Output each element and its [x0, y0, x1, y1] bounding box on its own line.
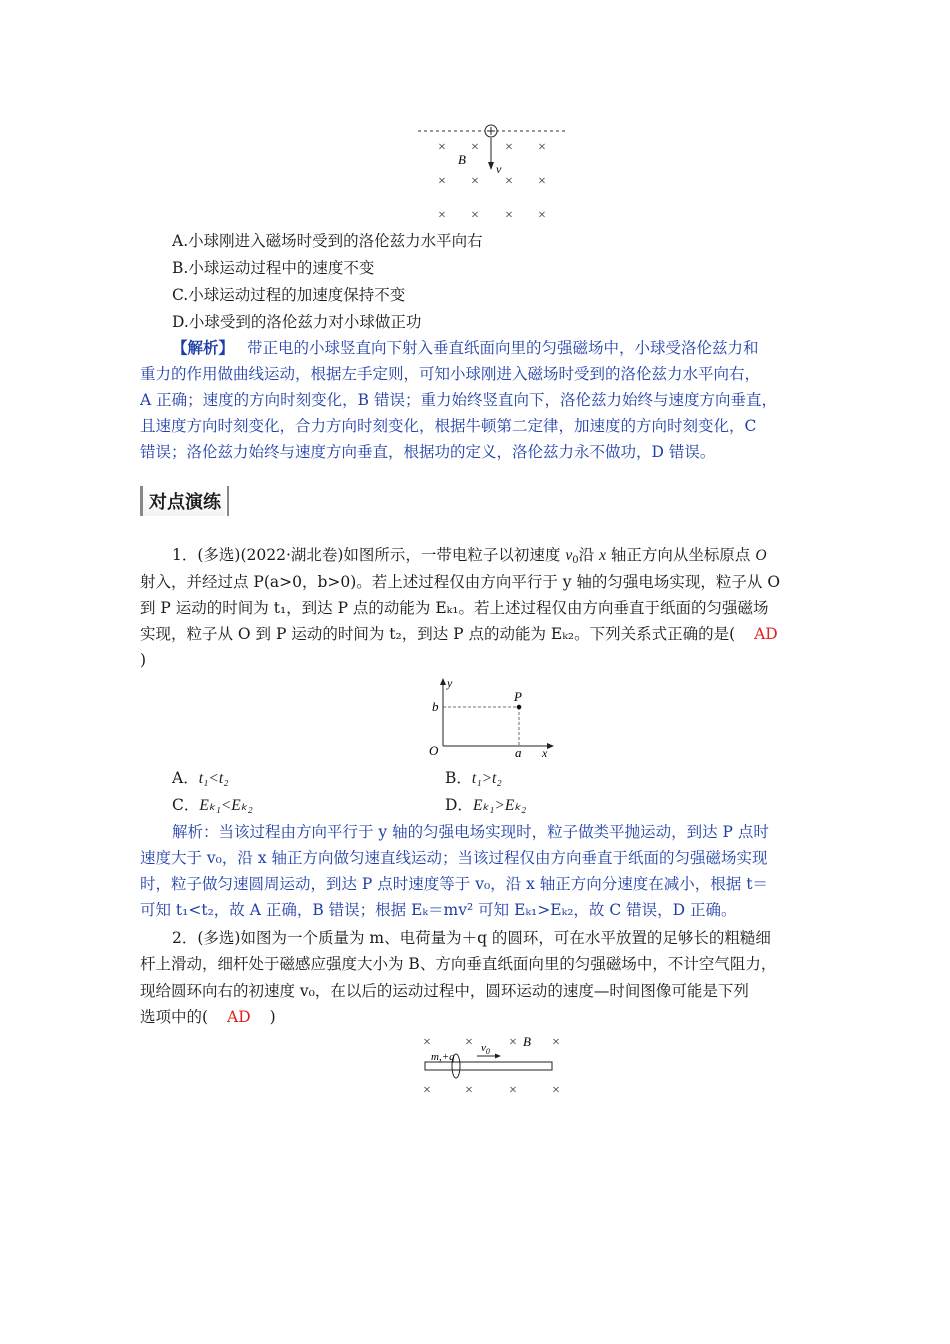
- analysis-label: 【解析】: [172, 338, 235, 357]
- svg-text:×: ×: [471, 174, 479, 189]
- svg-text:×: ×: [509, 1035, 517, 1050]
- analysis-line-5: 错误；洛伦兹力始终与速度方向垂直，根据功的定义，洛伦兹力永不做功，D 错误。: [140, 443, 716, 461]
- q1-analysis-line-4: 可知 t₁<t₂，故 A 正确，B 错误；根据 Eₖ＝mv² 可知 Eₖ₁>Eₖ₂，故 C 错误，D 正确。: [140, 901, 737, 919]
- svg-text:×: ×: [505, 140, 513, 155]
- point-label-P: P: [514, 689, 522, 704]
- option-b: B.小球运动过程中的速度不变: [172, 259, 375, 277]
- q2-line-4: 选项中的(: [140, 1008, 209, 1026]
- svg-text:×: ×: [552, 1083, 560, 1098]
- velocity-label-v: v: [496, 162, 502, 176]
- figure-magnetic-field-ball: [410, 120, 580, 225]
- svg-text:×: ×: [538, 140, 546, 155]
- svg-text:×: ×: [471, 140, 479, 155]
- option-a: A.小球刚进入磁场时受到的洛伦兹力水平向右: [172, 232, 483, 250]
- option-d: D.小球受到的洛伦兹力对小球做正功: [172, 313, 422, 331]
- q1-analysis-line-1: 解析：当该过程由方向平行于 y 轴的匀强电场实现时，粒子做类平抛运动，到达 P 点时: [172, 823, 769, 841]
- origin-label-O: O: [429, 743, 439, 758]
- section-heading: 对点演练: [140, 486, 225, 516]
- figure-coordinate-p: [425, 676, 560, 760]
- tick-label-a: a: [515, 745, 522, 760]
- analysis-line-3: A 正确；速度的方向时刻变化，B 错误；重力始终竖直向下，洛伦兹力始终与速度方向垂直，: [140, 391, 777, 409]
- q1-line-4: 实现，粒子从 O 到 P 运动的时间为 t₂，到达 P 点的动能为 Eₖ₂。下列关系式正确的是(: [140, 625, 736, 643]
- q1-option-b: B．t₁>t₂: [445, 769, 502, 787]
- svg-text:×: ×: [552, 1035, 560, 1050]
- field-label-B: B: [458, 152, 466, 167]
- analysis-line-2: 重力的作用做曲线运动，根据左手定则，可知小球刚进入磁场时受到的洛伦兹力水平向右，: [140, 365, 761, 383]
- velocity-label-v0: $v_0$: [481, 1042, 490, 1056]
- option-c: C.小球运动过程的加速度保持不变: [172, 286, 406, 304]
- q1-line-3: 到 P 运动的时间为 t₁，到达 P 点的动能为 Eₖ₁。若上述过程仅由方向垂直于纸面的匀强磁场: [140, 599, 769, 617]
- q2-line-1: 2．(多选)如图为一个质量为 m、电荷量为＋q 的圆环，可在水平放置的足够长的粗糙细: [172, 929, 771, 947]
- q1-analysis-line-3: 时，粒子做匀速圆周运动，到达 P 点时速度等于 v₀，沿 x 轴正方向分速度在减小，根据 t＝: [140, 875, 768, 893]
- q2-line-2: 杆上滑动，细杆处于磁感应强度大小为 B、方向垂直纸面向里的匀强磁场中，不计空气阻力，: [140, 955, 777, 973]
- field-label-B: B: [523, 1034, 531, 1049]
- q2-close-paren: ): [269, 1008, 276, 1026]
- svg-text:×: ×: [438, 140, 446, 155]
- analysis-line-4: 且速度方向时刻变化，合力方向时刻变化，根据牛顿第二定律，加速度的方向时刻变化，C: [140, 417, 757, 435]
- svg-text:×: ×: [423, 1083, 431, 1098]
- q1-option-c: C．Eₖ₁<Eₖ₂: [172, 796, 253, 814]
- svg-text:×: ×: [505, 208, 513, 223]
- svg-text:×: ×: [505, 174, 513, 189]
- q2-answer: AD: [227, 1008, 251, 1026]
- svg-text:×: ×: [465, 1035, 473, 1050]
- svg-text:×: ×: [538, 208, 546, 223]
- svg-text:×: ×: [423, 1035, 431, 1050]
- tick-label-b: b: [432, 699, 439, 714]
- ring-label-mq: m,+q: [431, 1051, 455, 1063]
- q1-option-d: D．Eₖ₁>Eₖ₂: [445, 796, 527, 814]
- svg-text:×: ×: [438, 208, 446, 223]
- svg-text:×: ×: [438, 174, 446, 189]
- q1-close-paren: ): [140, 651, 147, 669]
- figure-ring-on-rod: [415, 1030, 575, 1098]
- analysis-line-1: 带正电的小球竖直向下射入垂直纸面向里的匀强磁场中，小球受洛伦兹力和: [246, 339, 759, 357]
- svg-text:×: ×: [471, 208, 479, 223]
- q2-line-3: 现给圆环向右的初速度 v₀，在以后的运动过程中，圆环运动的速度—时间图像可能是下列: [140, 982, 749, 1000]
- axis-label-x: x: [542, 746, 548, 760]
- q1-analysis-line-2: 速度大于 v₀，沿 x 轴正方向做匀速直线运动；当该过程仅由方向垂直于纸面的匀强磁场实现: [140, 849, 768, 867]
- q1-answer: AD: [754, 625, 778, 643]
- svg-text:×: ×: [538, 174, 546, 189]
- q1-option-a: A．t₁<t₂: [172, 769, 229, 787]
- svg-text:×: ×: [509, 1083, 517, 1098]
- svg-text:×: ×: [465, 1083, 473, 1098]
- q1-line-2: 射入，并经过点 P(a>0，b>0)。若上述过程仅由方向平行于 y 轴的匀强电场实现，粒子从 O: [140, 573, 781, 591]
- axis-label-y: y: [447, 676, 453, 690]
